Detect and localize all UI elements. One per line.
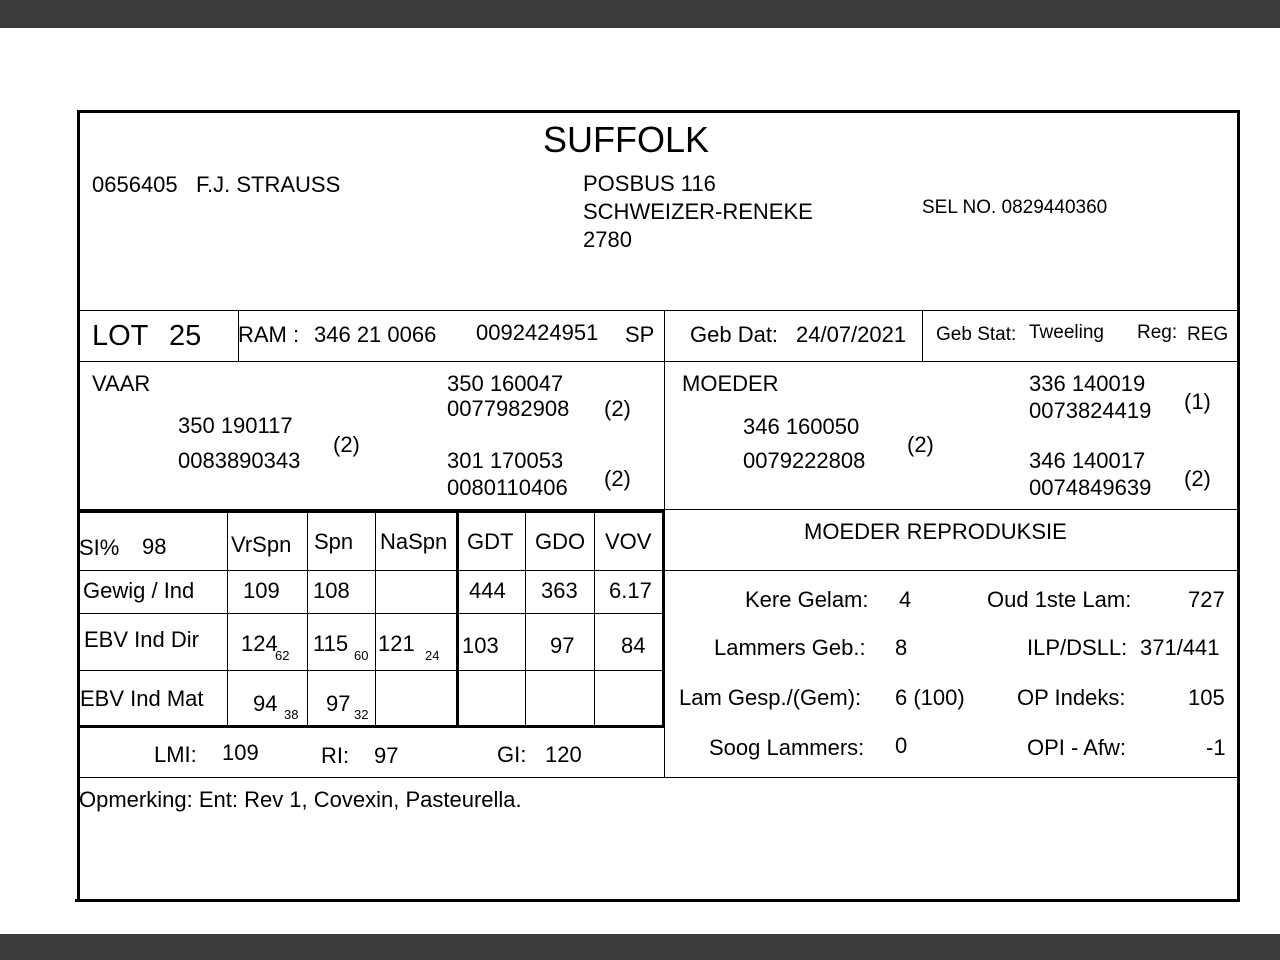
header-gdo: GDO	[535, 529, 586, 554]
oud-value: 727	[1188, 587, 1225, 612]
lmi-value: 109	[222, 740, 259, 765]
row-ebvdir-spn: 115	[313, 631, 349, 656]
vaar-count: (2)	[333, 432, 360, 457]
moeder-count: (2)	[907, 432, 934, 457]
op-label: OP Indeks:	[1017, 685, 1126, 710]
geb-stat-value: Tweeling	[1029, 322, 1104, 343]
table-row-line-1	[80, 570, 665, 571]
breeder-name: F.J. STRAUSS	[196, 172, 341, 197]
repro-title-line	[665, 570, 1237, 571]
row-ebvdir-vov: 84	[621, 633, 646, 658]
moeder-id: 346 160050	[743, 414, 860, 439]
breed-title: SUFFOLK	[543, 119, 710, 160]
moeder-dam-reg: 0074849639	[1029, 475, 1152, 500]
header-vrspn: VrSpn	[231, 532, 292, 557]
breeder-code: 0656405	[92, 172, 178, 197]
address-line-1: POSBUS 116	[583, 171, 716, 196]
opi-value: -1	[1206, 735, 1226, 760]
table-row-line-2	[80, 613, 665, 614]
ram-reg: 0092424951	[476, 320, 599, 345]
header-spn: Spn	[314, 529, 354, 554]
row-ebvdir-spn-sub: 60	[354, 648, 369, 663]
gesp-value: 6 (100)	[895, 685, 965, 710]
reg-value: REG	[1187, 324, 1229, 345]
header-gdt: GDT	[467, 529, 514, 554]
moeder-sire-id: 336 140019	[1029, 371, 1146, 396]
ilp-label: ILP/DSLL:	[1027, 635, 1128, 660]
lot-label: LOT	[92, 320, 149, 352]
ilp-value: 371/441	[1140, 635, 1220, 660]
ri-label: RI:	[321, 743, 350, 768]
col-line-spn	[307, 510, 308, 727]
row-ebvdir-gdo: 97	[550, 633, 575, 658]
row-ebvmat-label: EBV Ind Mat	[80, 686, 204, 711]
kere-label: Kere Gelam:	[745, 587, 869, 612]
vaar-sire-reg: 0077982908	[447, 396, 570, 421]
lammers-value: 8	[895, 635, 908, 660]
col-line-gdt	[456, 510, 459, 727]
row-gewig-vov: 6.17	[609, 578, 652, 603]
geb-stat-label: Geb Stat:	[936, 324, 1017, 345]
address-line-2: SCHWEIZER-RENEKE	[583, 199, 813, 224]
opi-label: OPI - Afw:	[1027, 735, 1127, 760]
row-ebvdir-vrspn-sub: 62	[275, 648, 290, 663]
gi-value: 120	[545, 742, 582, 767]
col-line-gdo	[525, 510, 526, 727]
moeder-reg: 0079222808	[743, 448, 866, 473]
moeder-sire-count: (1)	[1184, 389, 1211, 414]
divider-lot	[80, 361, 1237, 362]
row-ebvmat-spn-sub: 32	[354, 707, 369, 722]
row-gewig-gdt: 444	[469, 578, 506, 603]
birth-label: Geb Dat:	[690, 322, 779, 347]
vaar-dam-id: 301 170053	[447, 448, 564, 473]
header-vov: VOV	[605, 529, 652, 554]
birth-date: 24/07/2021	[796, 322, 907, 347]
row-ebvmat-spn: 97	[326, 691, 351, 716]
soog-label: Soog Lammers:	[709, 735, 865, 760]
row-ebvdir-naspn: 121	[378, 631, 415, 656]
op-value: 105	[1188, 685, 1225, 710]
col-line-vrspn	[227, 510, 228, 727]
ram-type: SP	[625, 322, 655, 347]
frame-bottom	[75, 899, 1240, 902]
lammers-label: Lammers Geb.:	[714, 635, 866, 660]
row-gewig-vrspn: 109	[243, 578, 280, 603]
frame-top	[77, 110, 1240, 113]
row-ebvdir-label: EBV Ind Dir	[84, 627, 199, 652]
oud-label: Oud 1ste Lam:	[987, 587, 1132, 612]
sel-no: SEL NO. 0829440360	[922, 197, 1108, 218]
row-gewig-gdo: 363	[541, 578, 578, 603]
moeder-dam-id: 346 140017	[1029, 448, 1146, 473]
lmi-label: LMI:	[154, 742, 197, 767]
repro-title: MOEDER REPRODUKSIE	[804, 519, 1067, 544]
ram-label: RAM :	[238, 322, 300, 347]
ram-id: 346 21 0066	[314, 322, 437, 347]
row-ebvdir-vrspn: 124	[241, 631, 278, 656]
gi-label: GI:	[497, 742, 527, 767]
header-naspn: NaSpn	[380, 529, 448, 554]
divider-header	[80, 310, 1237, 311]
vaar-id: 350 190117	[178, 413, 293, 438]
col-line-naspn	[375, 510, 376, 727]
moeder-sire-reg: 0073824419	[1029, 398, 1152, 423]
col-line-vov	[594, 510, 595, 727]
vaar-reg: 0083890343	[178, 448, 301, 473]
kere-value: 4	[899, 587, 912, 612]
divider-table-top	[80, 510, 665, 513]
geb-divider	[922, 310, 923, 361]
vaar-sire-id: 350 160047	[447, 371, 564, 396]
row-ebvdir-naspn-sub: 24	[425, 648, 440, 663]
frame-right	[1237, 110, 1240, 902]
row-ebvmat-vrspn: 94	[253, 691, 278, 716]
row-gewig-spn: 108	[313, 578, 350, 603]
gesp-label: Lam Gesp./(Gem):	[679, 685, 862, 710]
frame-left	[77, 110, 80, 902]
moeder-label: MOEDER	[682, 371, 779, 396]
divider-remark	[80, 777, 1237, 778]
row-ebvmat-vrspn-sub: 38	[284, 707, 299, 722]
vaar-sire-count: (2)	[604, 396, 631, 421]
col-line-end	[662, 510, 665, 727]
remark: Opmerking: Ent: Rev 1, Covexin, Pasteurella.	[79, 787, 522, 812]
vaar-label: VAAR	[92, 371, 151, 396]
ri-value: 97	[374, 743, 399, 768]
soog-value: 0	[895, 733, 908, 758]
si-label: SI%	[79, 535, 120, 560]
vaar-dam-count: (2)	[604, 466, 631, 491]
row-ebvdir-gdt: 103	[462, 633, 499, 658]
address-line-3: 2780	[583, 227, 632, 252]
lot-number: 25	[169, 320, 202, 352]
table-row-line-3	[80, 670, 665, 671]
moeder-dam-count: (2)	[1184, 466, 1211, 491]
table-bottom-line	[80, 725, 665, 728]
si-value: 98	[142, 534, 167, 559]
reg-label: Reg:	[1137, 322, 1178, 343]
row-gewig-label: Gewig / Ind	[83, 578, 195, 603]
top-bar	[0, 0, 1280, 28]
bottom-bar	[0, 934, 1280, 960]
vaar-dam-reg: 0080110406	[447, 475, 568, 500]
